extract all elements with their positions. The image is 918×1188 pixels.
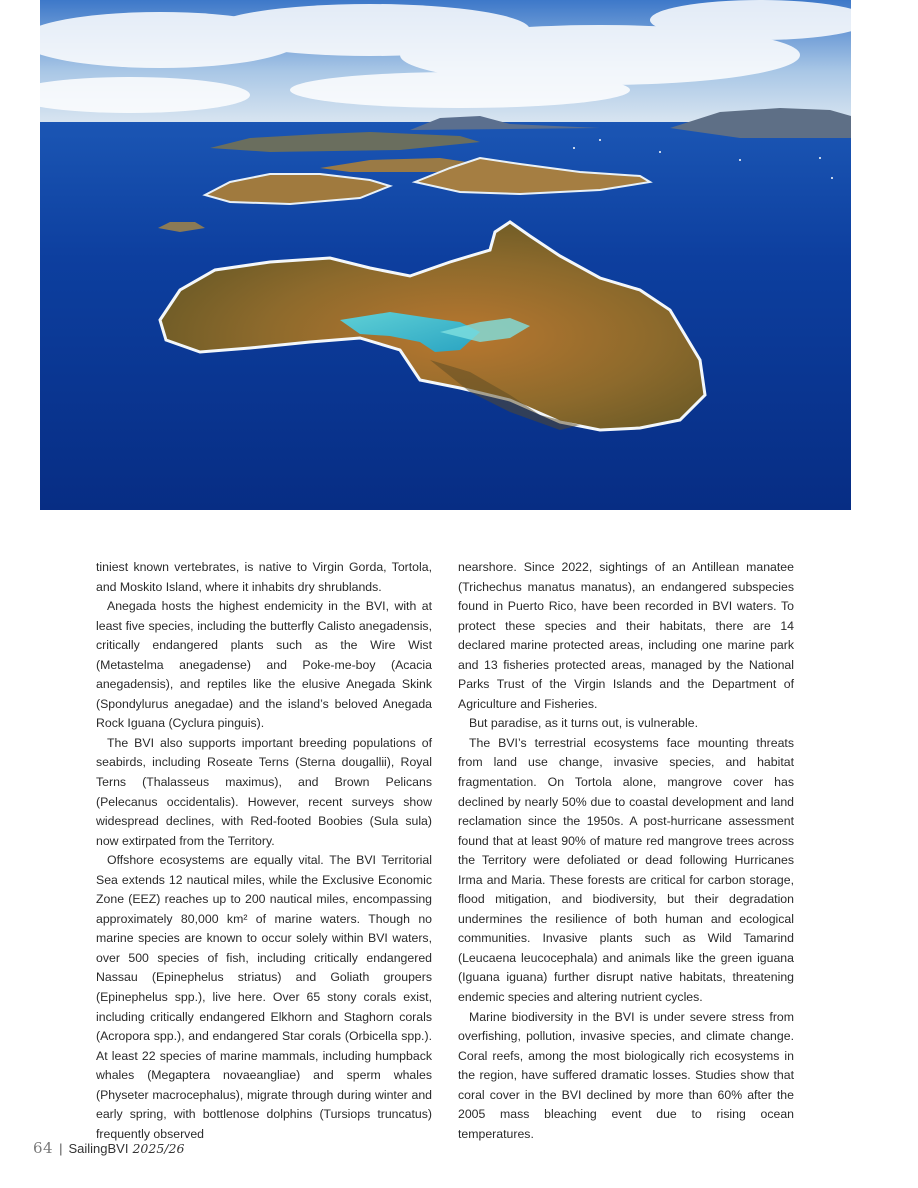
paragraph: nearshore. Since 2022, sightings of an Antillean manatee (Trichechus manatus manatus), an endangered subspecies found in Puerto Rico, have been recorded in BVI waters. To protect these species and their habitats, there are 14 declared marine protected areas, including one marine park and 13 fisheries protected areas, managed by the National Parks Trust of the Virgin Islands and the Department of Agriculture and Fisheries.	[458, 560, 794, 711]
paragraph: Offshore ecosystems are equally vital. The BVI Territorial Sea extends 12 nautical miles, while the Exclusive Economic Zone (EEZ) reaches up to 200 nautical miles, encompassing approximately 80,000 km² of marine waters. Though no marine species are known to occur solely within BVI waters, over 500 species of fish, including critically endangered Nassau (Epinephelus striatus) and Goliath groupers (Epinephelus spp.), live here. Over 65 stony corals exist, including critically endangered Elkhorn and Staghorn corals (Acropora spp.), and endangered Star corals (Orbicella spp.). At least 22 species of marine mammals, including humpback whales (Megaptera novaeangliae) and sperm whales (Physeter macrocephalus), migrate through during winter and early spring, with bottlenose dolphins (Tursiops truncatus) frequently observed	[96, 853, 432, 1141]
paragraph: But paradise, as it turns out, is vulnerable.	[469, 716, 698, 731]
paragraph: The BVI also supports important breeding populations of seabirds, including Roseate Terns (Sterna dougallii), Royal Terns (Thalasseus maximus), and Brown Pelicans (Pelecanus occidentalis). However, recent surveys show widespread declines, with Red-footed Boobies (Sula sula) now extirpated from the Territory.	[96, 735, 432, 848]
island-photo-graphic	[40, 0, 851, 510]
article-left-column	[96, 558, 432, 1144]
page-footer	[33, 1139, 184, 1157]
magazine-name: SailingBVI	[68, 1141, 129, 1156]
paragraph: The BVI’s terrestrial ecosystems face mounting threats from land use change, invasive species, and habitat fragmentation. On Tortola alone, mangrove cover has declined by nearly 50% due to coastal development and land reclamation since the 1950s. A post-hurricane assessment found that at least 90% of mature red mangrove trees across the Territory were defoliated or dead following Hurricanes Irma and Maria. These forests are critical for carbon storage, flood mitigation, and biodiversity, but their degradation undermines the resilience of both human and ecological communities. Invasive plants such as Wild Tamarind (Leucaena leucocephala) and animals like the green iguana (Iguana iguana) further disrupt native habitats, threatening endemic species and altering nutrient cycles.	[458, 735, 794, 1005]
page-number: 64	[33, 1139, 54, 1157]
paragraph: tiniest known vertebrates, is native to Virgin Gorda, Tortola, and Moskito Island, where it inhabits dry shrublands.	[96, 560, 432, 594]
issue-year: 2025/26	[132, 1141, 185, 1156]
footer-separator: |	[59, 1141, 63, 1156]
aerial-islands-photo	[40, 0, 851, 510]
article-right-column	[458, 558, 794, 1144]
paragraph: Anegada hosts the highest endemicity in the BVI, with at least five species, including the butterfly Calisto anegadensis, critically endangered plants such as the Wire Wist (Metastelma anegadense) and Poke-me-boy (Acacia anegadensis), and reptiles like the elusive Anegada Skink (Spondylurus anegadae) and the island’s beloved Anegada Rock Iguana (Cyclura pinguis).	[96, 599, 432, 731]
paragraph: Marine biodiversity in the BVI is under severe stress from overfishing, pollution, invasive species, and climate change. Coral reefs, among the most biologically rich ecosystems in the region, have suffered dramatic losses. Studies show that coral cover in the BVI declined by more than 60% after the 2005 mass bleaching event due to rising ocean temperatures.	[458, 1009, 794, 1141]
